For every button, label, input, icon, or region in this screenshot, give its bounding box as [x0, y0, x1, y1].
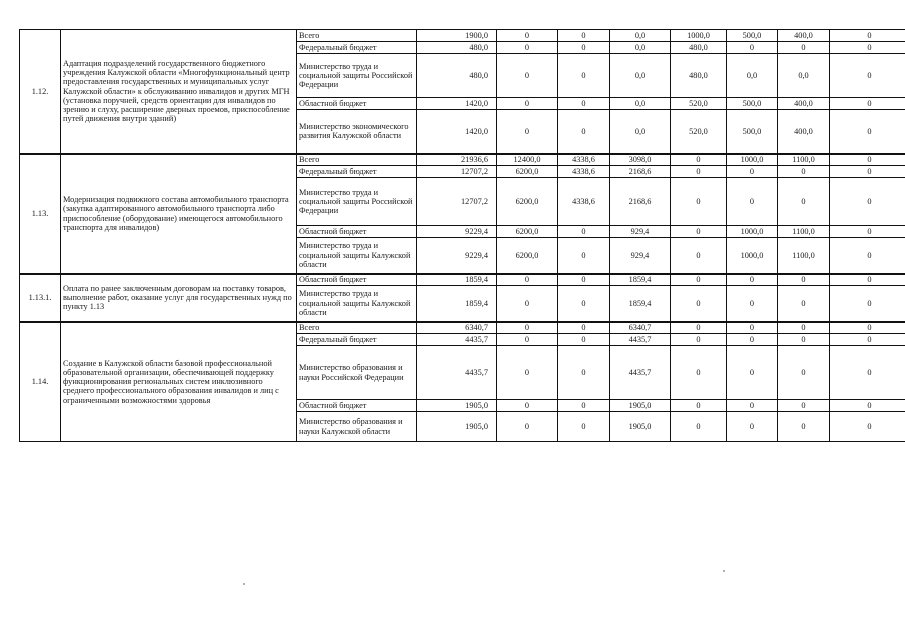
amount-year-7: 0	[830, 178, 905, 226]
amount-total: 9229,4	[417, 238, 497, 274]
amount-year-7: 0	[830, 54, 905, 98]
amount-year-3: 0,0	[610, 98, 671, 110]
amount-year-7: 0	[830, 154, 905, 166]
amount-year-7: 0	[830, 98, 905, 110]
amount-year-5: 0	[727, 178, 778, 226]
item-number: 1.13.1.	[20, 274, 61, 322]
funding-source: Областной бюджет	[297, 226, 417, 238]
amount-year-6: 400,0	[778, 110, 830, 154]
amount-year-1: 12400,0	[497, 154, 558, 166]
funding-source: Федеральный бюджет	[297, 42, 417, 54]
amount-year-1: 0	[497, 346, 558, 400]
amount-year-7: 0	[830, 226, 905, 238]
amount-total: 9229,4	[417, 226, 497, 238]
amount-year-7: 0	[830, 412, 905, 442]
amount-year-1: 0	[497, 412, 558, 442]
amount-year-7: 0	[830, 346, 905, 400]
item-description: Оплата по ранее заключенным договорам на поставку товаров, выполнение работ, оказание услуг для государственных нужд по пункту 1.13	[61, 274, 297, 322]
amount-year-6: 0	[778, 286, 830, 322]
amount-total: 21936,6	[417, 154, 497, 166]
amount-year-2: 0	[558, 110, 610, 154]
funding-source: Федеральный бюджет	[297, 166, 417, 178]
amount-total: 1900,0	[417, 30, 497, 42]
amount-year-5: 500,0	[727, 30, 778, 42]
item-description: Адаптация подразделений государственного бюджетного учреждения Калужской области «Многофункциональный центр предоставления государственных и муниципальных услуг Калужской области» к обслуживанию инвалидов и других МГН (установка поручней, средств ориентации для инвалидов по зрению и слуху, расширение дверных проемов, приспособление путей движения внутри зданий)	[61, 30, 297, 154]
amount-year-3: 929,4	[610, 226, 671, 238]
amount-total: 1905,0	[417, 400, 497, 412]
funding-source: Министерство образования и науки Калужской области	[297, 412, 417, 442]
amount-year-2: 0	[558, 346, 610, 400]
amount-total: 480,0	[417, 42, 497, 54]
funding-source: Областной бюджет	[297, 98, 417, 110]
amount-year-2: 4338,6	[558, 154, 610, 166]
amount-year-6: 400,0	[778, 30, 830, 42]
amount-year-3: 2168,6	[610, 178, 671, 226]
amount-year-4: 1000,0	[671, 30, 727, 42]
funding-source: Министерство экономического развития Калужской области	[297, 110, 417, 154]
amount-year-2: 0	[558, 98, 610, 110]
amount-year-6: 0	[778, 274, 830, 286]
amount-year-5: 0	[727, 42, 778, 54]
amount-year-5: 0	[727, 166, 778, 178]
amount-year-5: 0	[727, 286, 778, 322]
amount-year-6: 1100,0	[778, 154, 830, 166]
amount-year-5: 0	[727, 274, 778, 286]
amount-year-1: 0	[497, 322, 558, 334]
amount-year-1: 0	[497, 274, 558, 286]
amount-year-2: 4338,6	[558, 166, 610, 178]
amount-year-1: 6200,0	[497, 178, 558, 226]
amount-year-1: 0	[497, 54, 558, 98]
amount-year-4: 0	[671, 226, 727, 238]
amount-total: 12707,2	[417, 178, 497, 226]
amount-year-7: 0	[830, 334, 905, 346]
amount-year-5: 500,0	[727, 98, 778, 110]
item-description: Создание в Калужской области базовой профессиональной образовательной организации, обеспечивающей поддержку функционирования региональных систем инклюзивного среднего профессионального образования инвалидов и лиц с ограниченными возможностями здоровья	[61, 322, 297, 442]
amount-year-3: 1859,4	[610, 286, 671, 322]
amount-year-3: 1905,0	[610, 400, 671, 412]
amount-year-6: 400,0	[778, 98, 830, 110]
table-row	[20, 154, 905, 166]
amount-total: 1859,4	[417, 286, 497, 322]
amount-year-3: 929,4	[610, 238, 671, 274]
amount-total: 1905,0	[417, 412, 497, 442]
amount-year-6: 0	[778, 412, 830, 442]
amount-year-4: 0	[671, 400, 727, 412]
amount-year-4: 520,0	[671, 98, 727, 110]
amount-year-4: 0	[671, 334, 727, 346]
amount-year-3: 1859,4	[610, 274, 671, 286]
amount-year-6: 0	[778, 322, 830, 334]
amount-year-4: 0	[671, 274, 727, 286]
amount-year-1: 0	[497, 400, 558, 412]
amount-total: 1859,4	[417, 274, 497, 286]
amount-year-7: 0	[830, 42, 905, 54]
amount-year-5: 0,0	[727, 54, 778, 98]
amount-year-5: 0	[727, 412, 778, 442]
amount-year-2: 0	[558, 238, 610, 274]
amount-year-2: 0	[558, 226, 610, 238]
scan-speck	[723, 570, 725, 572]
scan-speck	[243, 583, 245, 585]
amount-year-5: 0	[727, 322, 778, 334]
amount-year-6: 1100,0	[778, 226, 830, 238]
amount-year-4: 480,0	[671, 42, 727, 54]
amount-year-3: 6340,7	[610, 322, 671, 334]
amount-total: 12707,2	[417, 166, 497, 178]
funding-source: Областной бюджет	[297, 274, 417, 286]
amount-year-3: 3098,0	[610, 154, 671, 166]
amount-year-4: 0	[671, 166, 727, 178]
amount-year-4: 480,0	[671, 54, 727, 98]
amount-year-7: 0	[830, 400, 905, 412]
amount-year-1: 0	[497, 42, 558, 54]
amount-total: 6340,7	[417, 322, 497, 334]
amount-year-4: 0	[671, 322, 727, 334]
amount-year-2: 0	[558, 42, 610, 54]
funding-source: Министерство труда и социальной защиты Российской Федерации	[297, 54, 417, 98]
amount-year-4: 0	[671, 238, 727, 274]
item-number: 1.13.	[20, 154, 61, 274]
amount-year-1: 0	[497, 30, 558, 42]
amount-year-6: 0	[778, 400, 830, 412]
funding-source: Всего	[297, 154, 417, 166]
funding-source: Всего	[297, 30, 417, 42]
item-number: 1.14.	[20, 322, 61, 442]
funding-source: Областной бюджет	[297, 400, 417, 412]
budget-table	[19, 29, 905, 442]
amount-year-2: 0	[558, 274, 610, 286]
amount-year-6: 0	[778, 42, 830, 54]
amount-year-3: 2168,6	[610, 166, 671, 178]
item-description: Модернизация подвижного состава автомобильного транспорта (закупка адаптированного автомобильного транспорта либо приспособление (оборудование) имеющегося автомобильного транспорта для инвалидов)	[61, 154, 297, 274]
amount-year-3: 4435,7	[610, 346, 671, 400]
amount-year-2: 0	[558, 334, 610, 346]
amount-year-4: 0	[671, 346, 727, 400]
amount-year-7: 0	[830, 322, 905, 334]
item-number: 1.12.	[20, 30, 61, 154]
funding-source: Министерство труда и социальной защиты Калужской области	[297, 286, 417, 322]
amount-year-2: 4338,6	[558, 178, 610, 226]
amount-year-5: 500,0	[727, 110, 778, 154]
amount-year-2: 0	[558, 322, 610, 334]
amount-year-7: 0	[830, 110, 905, 154]
amount-year-7: 0	[830, 238, 905, 274]
amount-year-6: 0,0	[778, 54, 830, 98]
amount-year-2: 0	[558, 412, 610, 442]
funding-source: Министерство образования и науки Российской Федерации	[297, 346, 417, 400]
amount-year-6: 0	[778, 166, 830, 178]
amount-year-6: 1100,0	[778, 238, 830, 274]
amount-year-3: 4435,7	[610, 334, 671, 346]
amount-year-1: 0	[497, 110, 558, 154]
amount-year-4: 0	[671, 154, 727, 166]
amount-year-6: 0	[778, 346, 830, 400]
amount-year-2: 0	[558, 286, 610, 322]
amount-year-5: 0	[727, 334, 778, 346]
amount-year-1: 6200,0	[497, 226, 558, 238]
amount-year-3: 0,0	[610, 42, 671, 54]
table-row	[20, 30, 905, 42]
amount-total: 480,0	[417, 54, 497, 98]
amount-year-2: 0	[558, 30, 610, 42]
amount-total: 1420,0	[417, 98, 497, 110]
amount-year-4: 0	[671, 286, 727, 322]
amount-year-5: 1000,0	[727, 154, 778, 166]
amount-year-3: 0,0	[610, 30, 671, 42]
amount-year-7: 0	[830, 286, 905, 322]
amount-year-7: 0	[830, 274, 905, 286]
amount-year-1: 0	[497, 334, 558, 346]
amount-year-5: 1000,0	[727, 226, 778, 238]
amount-year-1: 6200,0	[497, 238, 558, 274]
amount-year-7: 0	[830, 166, 905, 178]
amount-year-5: 0	[727, 400, 778, 412]
amount-total: 4435,7	[417, 334, 497, 346]
amount-year-1: 0	[497, 286, 558, 322]
amount-year-2: 0	[558, 54, 610, 98]
funding-source: Федеральный бюджет	[297, 334, 417, 346]
amount-year-1: 6200,0	[497, 166, 558, 178]
amount-year-6: 0	[778, 334, 830, 346]
amount-year-5: 1000,0	[727, 238, 778, 274]
amount-total: 1420,0	[417, 110, 497, 154]
amount-year-3: 0,0	[610, 110, 671, 154]
amount-year-6: 0	[778, 178, 830, 226]
amount-year-3: 1905,0	[610, 412, 671, 442]
amount-year-7: 0	[830, 30, 905, 42]
amount-year-5: 0	[727, 346, 778, 400]
funding-source: Министерство труда и социальной защиты Российской Федерации	[297, 178, 417, 226]
amount-year-4: 0	[671, 412, 727, 442]
amount-year-2: 0	[558, 400, 610, 412]
amount-year-3: 0,0	[610, 54, 671, 98]
amount-year-1: 0	[497, 98, 558, 110]
amount-year-4: 0	[671, 178, 727, 226]
funding-source: Министерство труда и социальной защиты Калужской области	[297, 238, 417, 274]
table-row	[20, 274, 905, 286]
funding-source: Всего	[297, 322, 417, 334]
amount-total: 4435,7	[417, 346, 497, 400]
table-row	[20, 322, 905, 334]
amount-year-4: 520,0	[671, 110, 727, 154]
